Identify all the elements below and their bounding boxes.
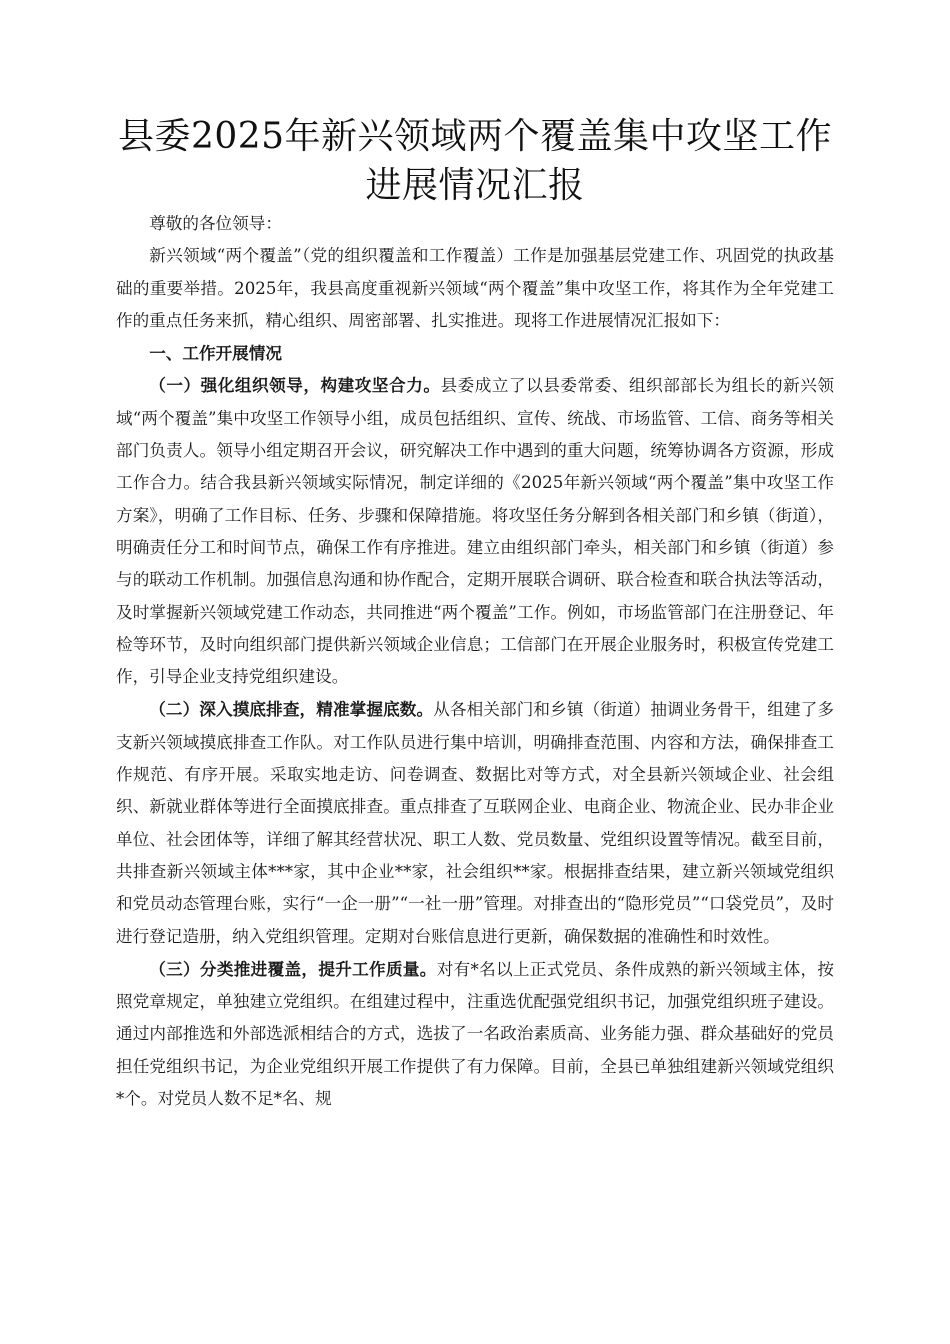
item-1-text: 县委成立了以县委常委、组织部部长为组长的新兴领域“两个覆盖”集中攻坚工作领导小组，成员包括组织、宣传、统战、市场监管、工信、商务等相关部门负责人。领导小组定期召开会议，研究解决工作中遇到的重大问题，统筹协调各方资源，形成工作合力。结合我县新兴领域实际情况，制定详细的《2025年新兴领域“两个覆盖”集中攻坚工作方案》，明确了工作目标、任务、步骤和保障措施。将攻坚任务分解到各相关部门和乡镇（街道），明确责任分工和时间节点，确保工作有序推进。建立由组织部门牵头，相关部门和乡镇（街道）参与的联动工作机制。加强信息沟通和协作配合，定期开展联合调研、联合检查和联合执法等活动，及时掌握新兴领域党建工作动态，共同推进“两个覆盖”工作。例如，市场监管部门在注册登记、年检等环节，及时向组织部门提供新兴领域企业信息；工信部门在开展企业服务时，积极宣传党建工作，引导企业支持党组织建设。 (116, 376, 835, 687)
salutation: 尊敬的各位领导： (149, 214, 282, 233)
item-3-text: 对有*名以上正式党员、条件成熟的新兴领域主体，按照党章规定，单独建立党组织。在组建过程中，注重选优配强党组织书记，加强党组织班子建设。通过内部推选和外部选派相结合的方式，选拔了一名政治素质高、业务能力强、群众基础好的党员担任党组织书记，为企业党组织开展工作提供了有力保障。目前，全县已单独组建新兴领域党组织*个。对党员人数不足*名、规 (116, 959, 835, 1109)
item-1-lead: （一）强化组织领导，构建攻坚合力。 (149, 375, 441, 396)
document-body (116, 208, 834, 1115)
intro-paragraph: 新兴领域“两个覆盖”（党的组织覆盖和工作覆盖）工作是加强基层党建工作、巩固党的执政基础的重要举措。2025年，我县高度重视新兴领域“两个覆盖”集中攻坚工作，将其作为全年党建工作的重点任务来抓，精心组织、周密部署、扎实推进。现将工作进展情况汇报如下： (116, 246, 834, 330)
item-2-text: 从各相关部门和乡镇（街道）抽调业务骨干，组建了多支新兴领域摸底排查工作队。对工作队员进行集中培训，明确排查范围、内容和方法，确保排查工作规范、有序开展。采取实地走访、问卷调查、数据比对等方式，对全县新兴领域企业、社会组织、新就业群体等进行全面摸底排查。重点排查了互联网企业、电商企业、物流企业、民办非企业单位、社会团体等，详细了解其经营状况、职工人数、党员数量、党组织设置等情况。截至目前，共排查新兴领域主体***家，其中企业**家，社会组织**家。根据排查结果，建立新兴领域党组织和党员动态管理台账，实行“一企一册”“一社一册”管理。对排查出的“隐形党员”“口袋党员”，及时进行登记造册，纳入党组织管理。定期对台账信息进行更新，确保数据的准确性和时效性。 (116, 700, 835, 946)
item-3-lead: （三）分类推进覆盖，提升工作质量。 (149, 958, 437, 979)
paragraph-item-1 (116, 369, 834, 693)
item-2-lead: （二）深入摸底排查，精准掌握底数。 (149, 699, 434, 720)
paragraph-item-3 (116, 953, 834, 1115)
section-heading: 一、工作开展情况 (149, 343, 282, 364)
document-title: 县委2025年新兴领域两个覆盖集中攻坚工作进展情况汇报 (117, 116, 833, 206)
paragraph-item-2 (116, 693, 834, 952)
